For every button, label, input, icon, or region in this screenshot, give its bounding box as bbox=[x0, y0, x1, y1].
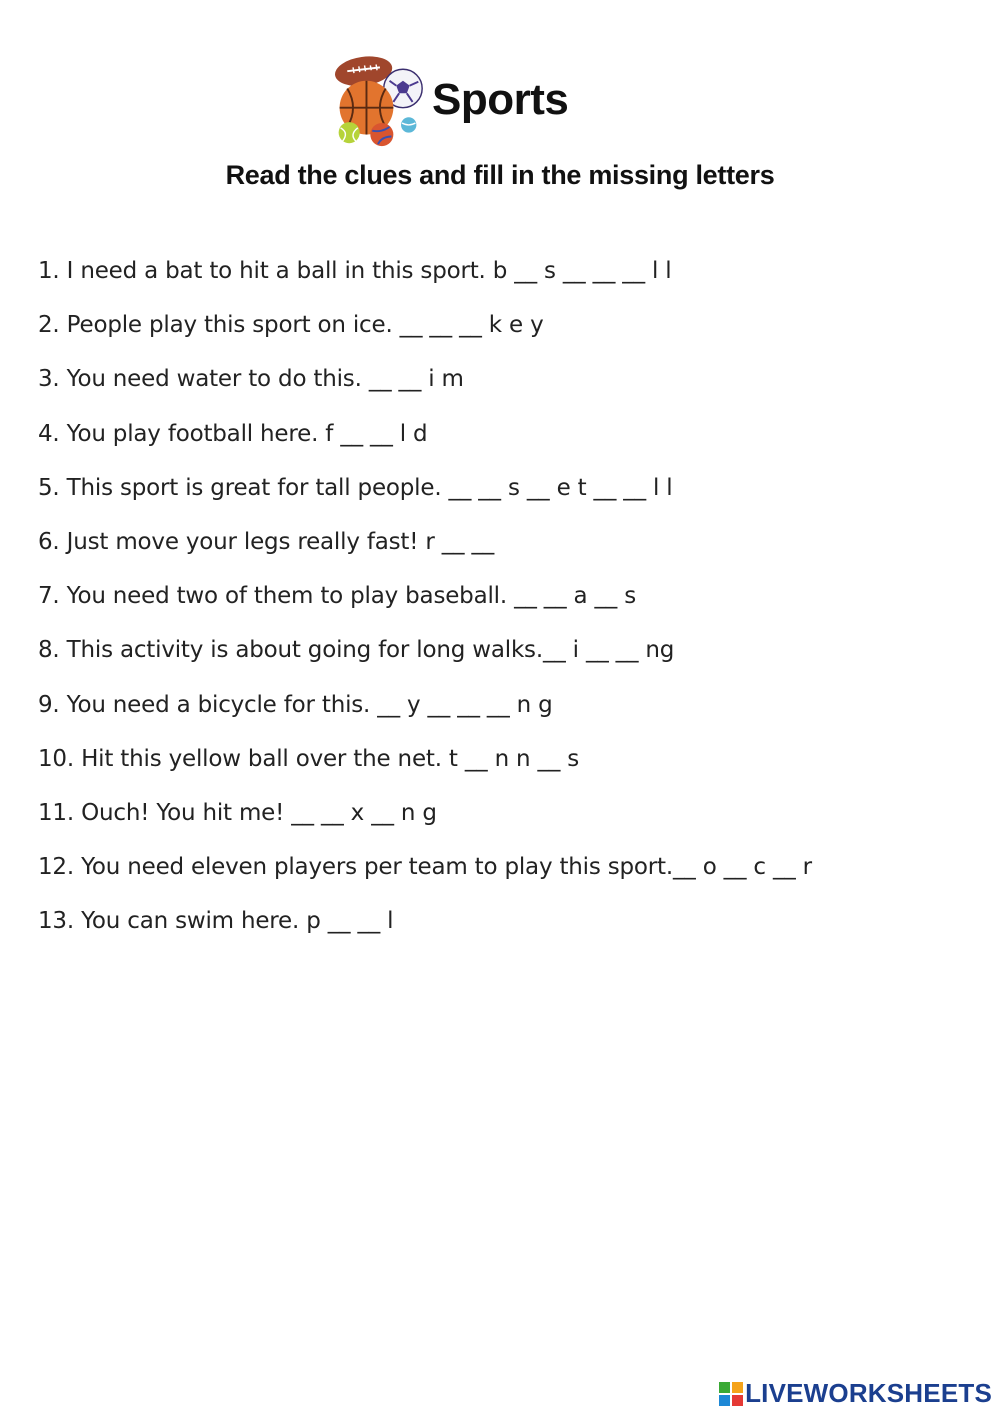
liveworksheets-footer[interactable] bbox=[719, 1378, 992, 1409]
brand-name: LIVEWORKSHEETS bbox=[745, 1378, 992, 1408]
clue-item[interactable]: 12. You need eleven players per team to play this sport.__ o __ c __ r bbox=[38, 854, 812, 881]
clue-item[interactable]: 1. I need a bat to hit a ball in this sport. b __ s __ __ __ l l bbox=[38, 258, 672, 284]
clue-item[interactable]: 13. You can swim here. p __ __ l bbox=[38, 908, 394, 935]
clue-item[interactable]: 10. Hit this yellow ball over the net. t __ n n __ s bbox=[38, 745, 580, 772]
sports-balls-icon bbox=[330, 52, 426, 148]
clue-item[interactable]: 7. You need two of them to play baseball. __ __ a __ s bbox=[38, 583, 637, 610]
worksheet-header bbox=[330, 50, 568, 150]
page-title: Sports bbox=[432, 75, 569, 124]
instruction-heading: Read the clues and fill in the missing letters bbox=[225, 160, 775, 190]
clue-item[interactable]: 5. This sport is great for tall people. __ __ s __ e t __ __ l l bbox=[38, 474, 673, 501]
clue-item[interactable]: 11. Ouch! You hit me! __ __ x __ n g bbox=[38, 799, 437, 826]
clue-item[interactable]: 6. Just move your legs really fast! r __ __ bbox=[38, 528, 495, 555]
clue-item[interactable]: 3. You need water to do this. __ __ i m bbox=[38, 366, 464, 393]
clue-item[interactable]: 8. This activity is about going for long walks.__ i __ __ ng bbox=[38, 637, 675, 664]
clue-item[interactable]: 9. You need a bicycle for this. __ y __ __ __ n g bbox=[38, 691, 553, 718]
clue-list bbox=[38, 252, 978, 956]
liveworksheets-logo-icon bbox=[719, 1382, 743, 1406]
clue-item[interactable]: 2. People play this sport on ice. __ __ __ k e y bbox=[38, 312, 544, 339]
clue-item[interactable]: 4. You play football here. f __ __ l d bbox=[38, 420, 428, 447]
